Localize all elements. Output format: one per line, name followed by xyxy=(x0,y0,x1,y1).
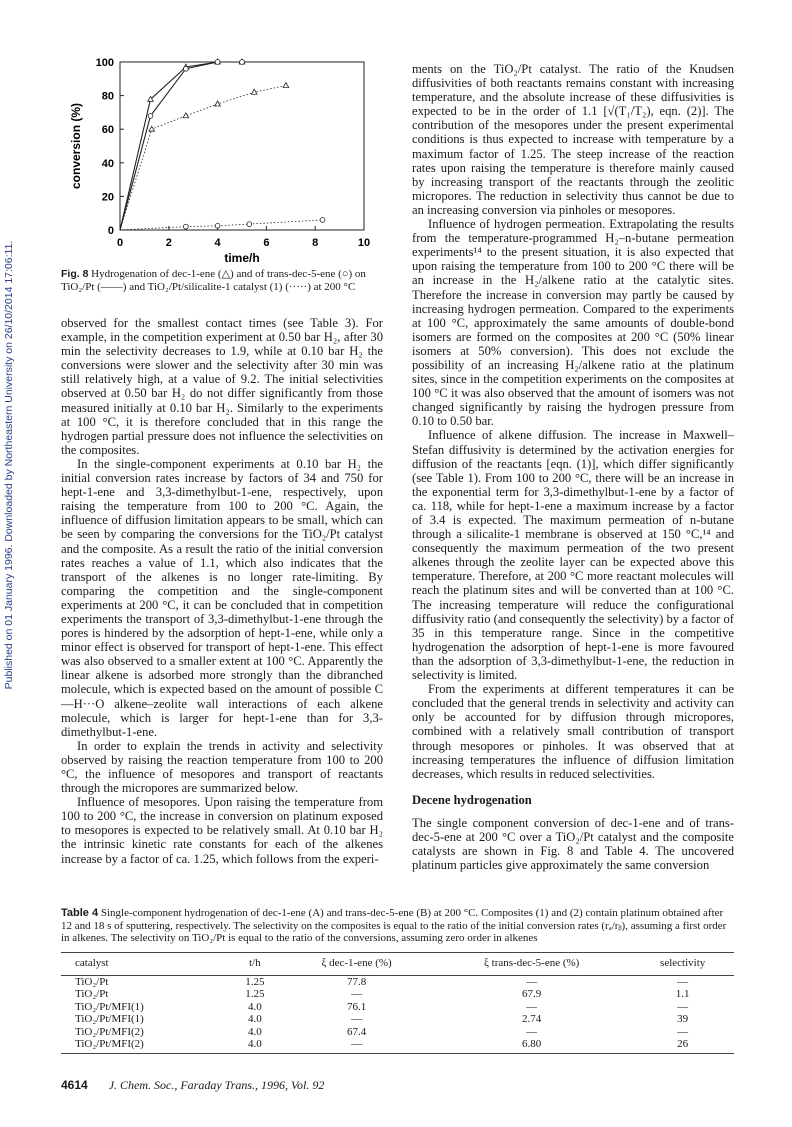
paragraph: The single component conversion of dec-1-ene and of trans-dec-5-ene at 200 °C over a TiO₂/Pt catalyst and the composite catalysts are shown in Fig. 8 and Table 4. The uncovered platinum particles give approximately the same conversion xyxy=(412,815,734,873)
table-caption xyxy=(61,907,734,945)
header-catalyst: catalyst xyxy=(61,953,229,976)
header-dec-1-ene: ξ dec-1-ene (%) xyxy=(281,953,432,976)
cell: — xyxy=(526,976,538,988)
download-note xyxy=(2,230,16,700)
paragraph: Influence of alkene diffusion. The increase in Maxwell–Stefan diffusivity is determined by the activation energies for diffusion of the reactants [eqn. (1)], which differ significantly (see Table 1). From 100 to 200 °C, there will be an increase in the exponential term for 3,3-dimethylbut-1-ene by a factor of ca. 118, while for hept-1-ene a maximum increase by a factor of 3.4 is expected. The maximum permeation of n-butane through a silicalite-1 membrane is observed at 150 °C,¹⁴ and consequently the maximum permeation of the two present alkenes through the zeolite layer can be expected above this temperature. Therefore, at 200 °C more reactant molecules will reach the platinum sites and will be converted than at 100 °C. The increasing temperature will reduce the configurational diffusivity ratio (and consequently the selectivity) by a factor of 35 in this temperature range. Since in the competitive hydrogenation the adsorption of hept-1-ene is more favoured than the adsorption of 3,3-dimethylbut-1-ene, the reduction in selectivity is limited. xyxy=(412,428,734,683)
cell: 77.8 xyxy=(346,976,367,988)
cell: — xyxy=(677,976,689,988)
y-tick-label: 40 xyxy=(101,157,114,170)
section-heading: Decene hydrogenation xyxy=(412,792,532,807)
right-column xyxy=(412,62,734,872)
y-tick-label: 100 xyxy=(95,57,114,69)
cell: 4.0 xyxy=(247,1025,262,1038)
left-column xyxy=(61,316,383,866)
data-point-circle xyxy=(183,224,188,229)
header-time: t/h xyxy=(229,953,282,976)
figure-caption-text: Hydrogenation of dec-1-ene (△) and of trans-dec-5-ene (○) on TiO₂/Pt (——) and TiO₂/Pt/silicalite-1 catalyst (1) (·····) at 200 °C xyxy=(61,268,366,293)
cell: TiO₂/Pt/MFI(1) xyxy=(75,1000,144,1013)
x-axis-label: time/h xyxy=(224,251,260,262)
series-line xyxy=(120,86,286,231)
x-tick-label: 8 xyxy=(312,237,319,249)
page-number: 4614 xyxy=(61,1078,88,1092)
paragraph: From the experiments at different temperatures it can be concluded that the general trends in selectivity and activity can only be accounted for by diffusion through micropores, combined with a relatively small contribution of transport through mesopores or pinholes. It was observed that at increasing temperatures the influence of diffusion limitation decreases, which results in reduced selectivities. xyxy=(412,682,734,781)
x-tick-label: 6 xyxy=(263,237,270,249)
series-line xyxy=(120,62,242,230)
cell: — xyxy=(677,1000,689,1013)
header-trans-dec-5-ene: ξ trans-dec-5-ene (%) xyxy=(432,953,631,976)
y-tick-label: 60 xyxy=(101,124,114,137)
table-caption-label: Table 4 xyxy=(61,907,99,919)
table-caption-text: Single-component hydrogenation of dec-1-ene (A) and trans-dec-5-ene (B) at 200 °C. Composites (1) and (2) contain platinum obtained after 12 and 18 s of sputtering, respectively. The selectivity on the composites is equal to the ratio of the initial conversion rates (rₐ/rᵦ), assuming a first order in alkenes. The selectivity on TiO₂/Pt is equal to the ratio of the conversions, assuming zero order in alkenes xyxy=(61,907,727,945)
cell: 2.74 xyxy=(522,1013,542,1026)
data-point-circle xyxy=(247,222,252,227)
header-selectivity: selectivity xyxy=(631,953,734,976)
cell: TiO₂/Pt/MFI(1) xyxy=(75,1013,144,1026)
y-tick-label: 0 xyxy=(107,225,114,237)
cell: 39 xyxy=(677,1013,689,1026)
paragraph: observed for the smallest contact times (see Table 3). For example, in the competition experiment at 0.50 bar H₂, after 30 min the selectivity decreases to 1.9, while at 0.10 bar H₂ the conversions were slower and the selectivity after 30 min was still relatively high, at a value of 9.2. The initial selectivities observed at 0.50 bar H₂ do not differ significantly from those measured initially at 0.10 bar H₂. Similarly to the experiments at 100 °C, it is therefore concluded that in this range the hydrogen partial pressure does not influence the selectivities on the composites. xyxy=(61,316,383,457)
y-axis-label: conversion (%) xyxy=(69,102,83,190)
data-point-circle xyxy=(215,223,220,228)
paragraph: Influence of mesopores. Upon raising the temperature from 100 to 200 °C, the increase in conversion on platinum exposed to mesopores is expected to be relatively small. At 0.10 bar H₂ the intrinsic kinetic rate constants for each of the alkenes increase by a factor of ca. 1.25, which follows from the experi- xyxy=(61,795,383,866)
data-point-triangle xyxy=(251,89,257,94)
cell: 76.1 xyxy=(346,1000,367,1013)
cell: 1.25 xyxy=(245,976,265,988)
paragraph: ments on the TiO₂/Pt catalyst. The ratio of the Knudsen diffusivities of both reactants remains constant with increasing temperature, and the absolute increase of these diffusivities is expected to be in the order of 1.1 [√(T₁/T₂), eqn. (2)]. The contribution of the mesopores under the present experimental conditions is thus expected to increase with temperature by a maximum factor of 1.25. The steep increase of the reaction rates upon raising the temperature is therefore mainly caused by increasing transport of the reactants through the zeolitic micropores. The reduction in selectivity thus cannot be due to an increasing conversion via pinholes or mesopores. xyxy=(412,62,734,217)
cell: TiO₂/Pt xyxy=(75,976,109,988)
page-footer xyxy=(61,1078,324,1093)
paragraph: In the single-component experiments at 0.10 bar H₂ the initial conversion rates increase by factors of 34 and 750 for hept-1-ene and 3,3-dimethylbut-1-ene, respectively, upon raising the temperature from 100 to 200 °C. Again, the influence of diffusion limitation appears to be small, which can be seen by comparing the conversions for the TiO₂/Pt catalyst and the composite. As a result the ratio of the initial conversion rates reaches a value of 1.1, which also indicates that the transport of the alkenes is no longer rate-limiting. By comparing the competition and the single-component experiments at 200 °C, it can be concluded that in competition experiments the transport of 3,3-dimethylbut-1-ene through the pores is hindered by the adsorption of hept-1-ene, while only a minor effect is observed for transport of hept-1-ene. This effect was also observed to a smaller extent at 100 °C. Apparently the linear alkene is adsorbed more strongly than the dibranched molecule, which is expected based on the amount of possible C—H···O alkene–zeolite wall interactions of each alkene molecule, which is larger for hept-1-ene than for 3,3-dimethylbut-1-ene. xyxy=(61,456,383,739)
cell: 67.4 xyxy=(346,1025,367,1038)
table-header-row xyxy=(61,953,734,976)
table-row xyxy=(61,1013,734,1025)
table-4 xyxy=(61,952,734,1054)
data-point-circle xyxy=(183,66,188,71)
download-note-text: Published on 01 January 1996. Downloaded by Northeastern University on 26/10/2014 17:06:11. xyxy=(3,240,15,690)
cell: TiO₂/Pt/MFI(2) xyxy=(61,1038,229,1054)
figure-caption-label: Fig. 8 xyxy=(61,268,89,280)
data-point-triangle xyxy=(283,83,289,88)
series-line xyxy=(120,62,242,230)
data-point-circle xyxy=(240,60,245,65)
paragraph: Influence of hydrogen permeation. Extrapolating the results from the temperature-programmed H₂–n-butane permeation experiments¹⁴ to the present situation, it is also expected that upon raising the temperature from 100 to 200 °C there will be an increase in the H₂/alkene ratio at the catalytic sites. Therefore the increase in conversion may partly be caused by increasing hydrogen permeation. Compared to the experiments at 100 °C, approximately the same amounts of double-bond isomers are formed on the composites at 200 °C (50% linear isomers at 50% conversion). This does not exclude the possibility of an increasing H₂/alkene ratio at the platinum sites, since in the competition experiments on the composites at 100 °C it was also observed that the amount of isomers was not changed significantly by raising the hydrogen pressure from 0.10 to 0.50 bar. xyxy=(412,217,734,429)
x-tick-label: 0 xyxy=(116,237,124,249)
data-point-circle xyxy=(148,114,153,119)
cell: — xyxy=(351,988,363,1001)
table-row xyxy=(61,988,734,1000)
plot-frame xyxy=(120,62,364,230)
table-row xyxy=(61,976,734,989)
table-row xyxy=(61,1001,734,1013)
cell: — xyxy=(281,1038,432,1054)
cell: 67.9 xyxy=(522,988,542,1001)
cell: — xyxy=(677,1025,689,1038)
x-tick-label: 10 xyxy=(357,237,371,249)
y-tick-label: 20 xyxy=(101,191,114,204)
table-row xyxy=(61,1026,734,1038)
x-tick-label: 4 xyxy=(214,237,221,249)
cell: TiO₂/Pt/MFI(2) xyxy=(75,1025,144,1038)
cell: — xyxy=(526,1000,538,1013)
data-point-triangle xyxy=(215,101,221,106)
cell: — xyxy=(351,1013,363,1026)
y-tick-label: 80 xyxy=(101,90,114,103)
figure-caption xyxy=(61,268,383,293)
data-point-circle xyxy=(215,60,220,65)
cell: 1.1 xyxy=(675,988,690,1001)
cell: 6.80 xyxy=(432,1038,631,1054)
cell: 26 xyxy=(631,1038,734,1054)
figure-8-chart xyxy=(62,50,382,262)
cell: 1.25 xyxy=(245,988,265,1001)
series-line xyxy=(120,220,323,230)
cell: 4.0 xyxy=(247,1000,262,1013)
cell: 4.0 xyxy=(247,1013,262,1026)
cell: — xyxy=(526,1025,538,1038)
paragraph: In order to explain the trends in activity and selectivity observed by raising the reaction temperature from 100 to 200 °C, the influence of mesopores and transport of reactants through the micropores are summarized below. xyxy=(61,738,383,796)
cell: TiO₂/Pt xyxy=(75,988,109,1001)
cell: 4.0 xyxy=(229,1038,282,1054)
data-point-triangle xyxy=(149,126,155,131)
table-row xyxy=(61,1038,734,1054)
x-tick-label: 2 xyxy=(165,237,172,249)
data-point-circle xyxy=(320,218,325,223)
journal-citation: J. Chem. Soc., Faraday Trans., 1996, Vol. 92 xyxy=(108,1078,325,1092)
